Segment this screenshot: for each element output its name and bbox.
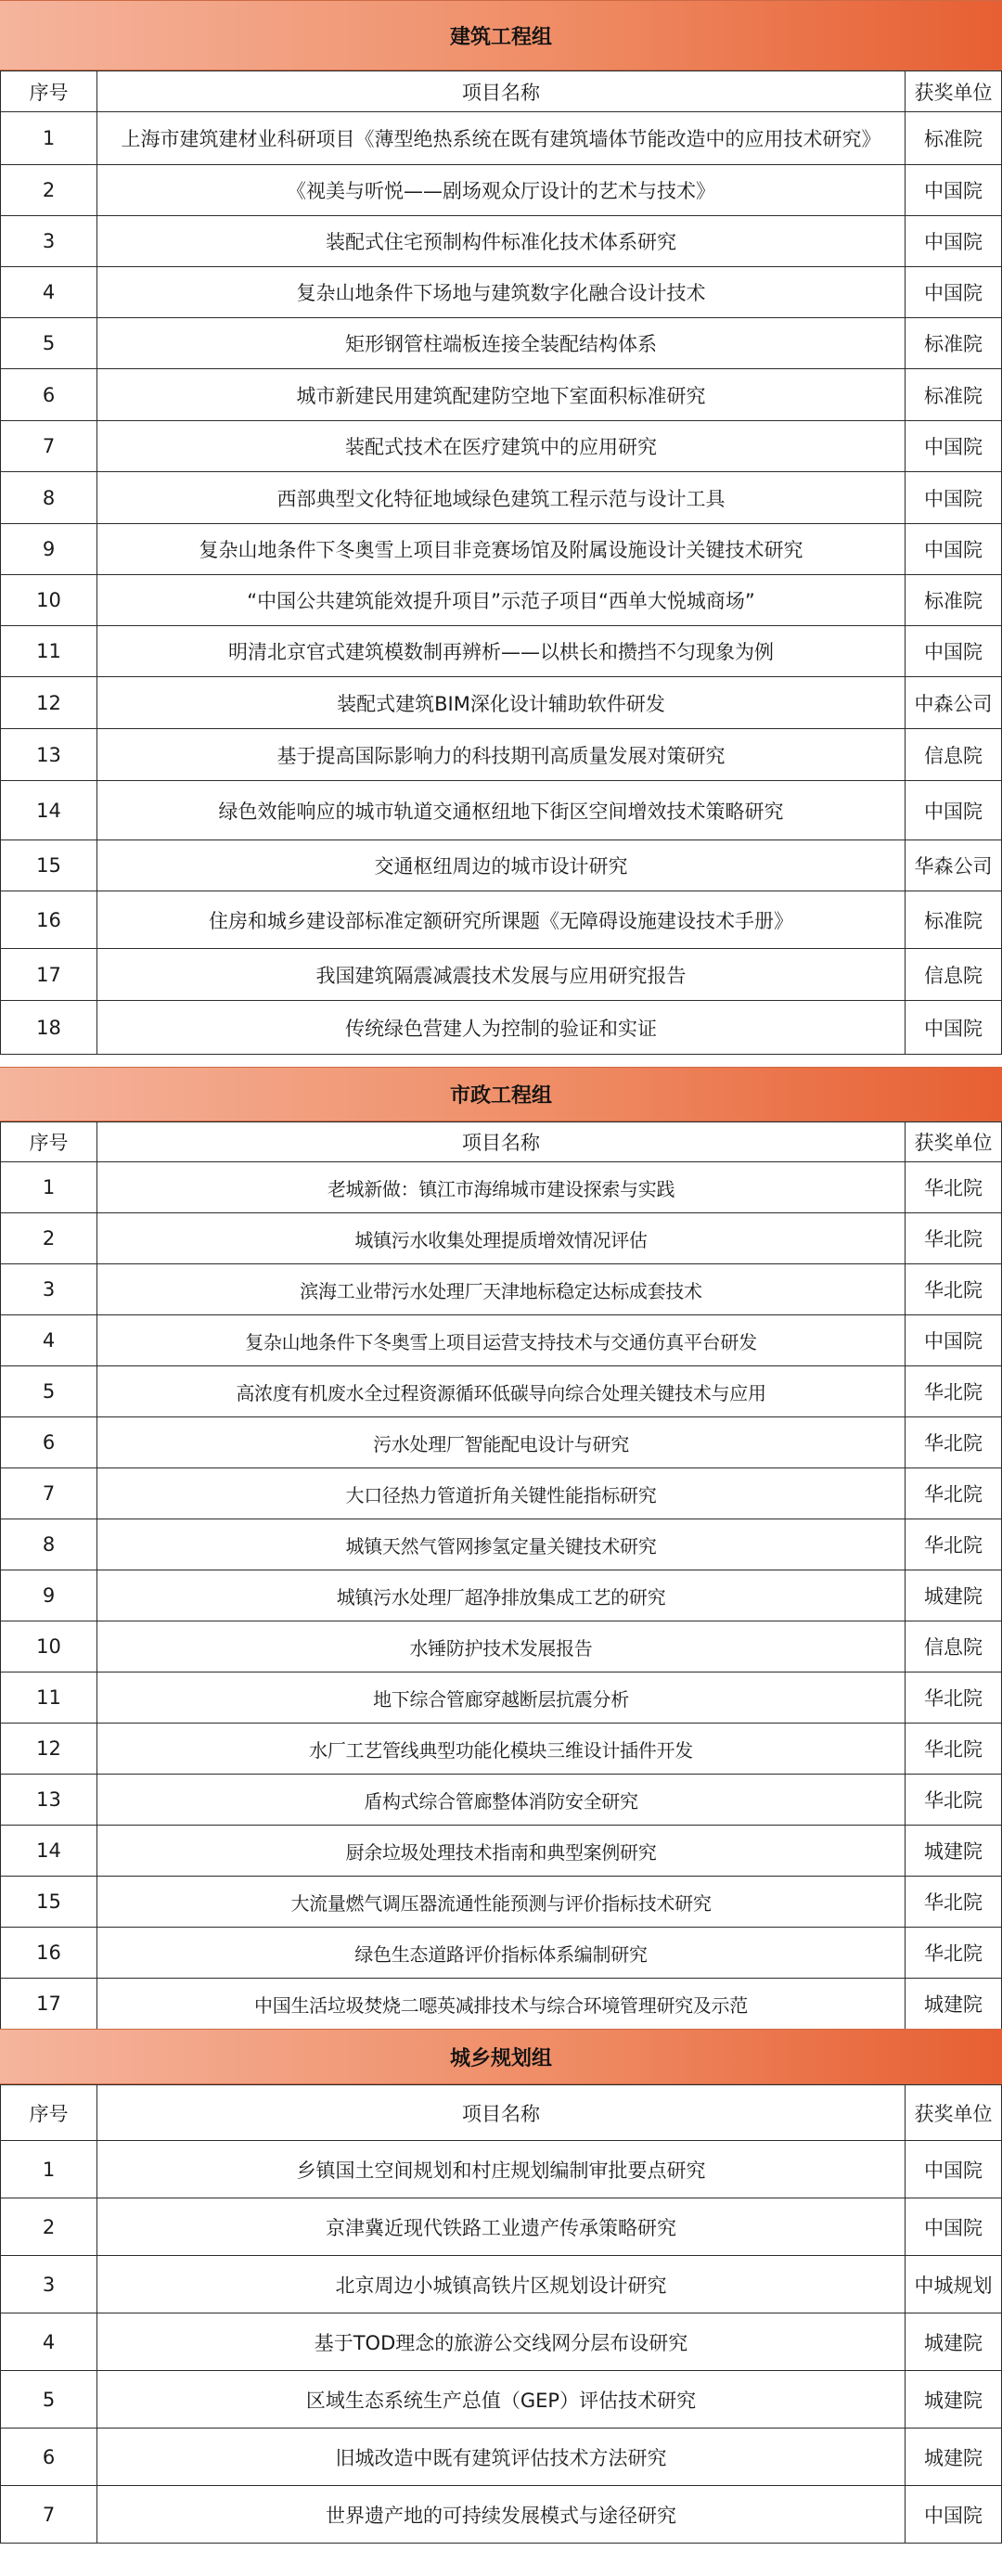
table-row bbox=[1, 1621, 1002, 1672]
index-cell: 4 bbox=[1, 2313, 97, 2371]
project-name-cell: 北京周边小城镇高铁片区规划设计研究 bbox=[97, 2256, 906, 2313]
table-row bbox=[1, 1826, 1002, 1877]
section-title-urban-rural: 城乡规划组 bbox=[0, 2029, 1002, 2084]
project-name-cell: 乡镇国土空间规划和村庄规划编制审批要点研究 bbox=[97, 2141, 906, 2198]
index-cell: 6 bbox=[1, 1417, 97, 1468]
project-name-cell: 滨海工业带污水处理厂天津地标稳定达标成套技术 bbox=[97, 1264, 906, 1315]
table-row bbox=[1, 1366, 1002, 1417]
award-unit-cell: 城建院 bbox=[906, 2371, 1002, 2429]
index-cell: 2 bbox=[1, 1213, 97, 1264]
project-name-cell: 传统绿色营建人为控制的验证和实证 bbox=[97, 1001, 906, 1055]
award-unit-cell: 华北院 bbox=[906, 1519, 1002, 1570]
index-cell: 10 bbox=[1, 1621, 97, 1672]
award-unit-cell: 华北院 bbox=[906, 1775, 1002, 1826]
project-name-cell: 绿色生态道路评价指标体系编制研究 bbox=[97, 1928, 906, 1979]
project-name-cell: 上海市建筑建材业科研项目《薄型绝热系统在既有建筑墙体节能改造中的应用技术研究》 bbox=[97, 112, 906, 165]
table-row bbox=[1, 1928, 1002, 1979]
award-unit-cell: 城建院 bbox=[906, 1979, 1002, 2030]
index-cell: 5 bbox=[1, 1366, 97, 1417]
table-row bbox=[1, 626, 1002, 677]
project-name-cell: 复杂山地条件下冬奥雪上项目非竞赛场馆及附属设施设计关键技术研究 bbox=[97, 524, 906, 575]
index-cell: 17 bbox=[1, 1979, 97, 2030]
award-unit-cell: 城建院 bbox=[906, 1570, 1002, 1621]
table-row bbox=[1, 112, 1002, 165]
project-name-cell: 大口径热力管道折角关键性能指标研究 bbox=[97, 1468, 906, 1519]
project-name-cell: 基于TOD理念的旅游公交线网分层布设研究 bbox=[97, 2313, 906, 2371]
award-unit-cell: 中城规划 bbox=[906, 2256, 1002, 2313]
column-header-index: 序号 bbox=[1, 2085, 97, 2141]
award-unit-cell: 信息院 bbox=[906, 729, 1002, 781]
project-name-cell: 绿色效能响应的城市轨道交通枢纽地下街区空间增效技术策略研究 bbox=[97, 781, 906, 840]
index-cell: 2 bbox=[1, 2198, 97, 2256]
project-name-cell: 盾构式综合管廊整体消防安全研究 bbox=[97, 1775, 906, 1826]
table-header-row bbox=[1, 1122, 1002, 1162]
index-cell: 1 bbox=[1, 2141, 97, 2198]
award-unit-cell: 中国院 bbox=[906, 165, 1002, 216]
award-unit-cell: 中国院 bbox=[906, 267, 1002, 318]
award-unit-cell: 标准院 bbox=[906, 369, 1002, 421]
award-unit-cell: 中国院 bbox=[906, 626, 1002, 677]
table-row bbox=[1, 421, 1002, 472]
index-cell: 6 bbox=[1, 369, 97, 421]
table-row bbox=[1, 524, 1002, 575]
index-cell: 10 bbox=[1, 575, 97, 626]
project-name-cell: 旧城改造中既有建筑评估技术方法研究 bbox=[97, 2429, 906, 2486]
column-header-unit: 获奖单位 bbox=[906, 1122, 1002, 1162]
award-unit-cell: 信息院 bbox=[906, 1621, 1002, 1672]
column-header-name: 项目名称 bbox=[97, 2085, 906, 2141]
award-unit-cell: 华北院 bbox=[906, 1264, 1002, 1315]
project-name-cell: 高浓度有机废水全过程资源循环低碳导向综合处理关键技术与应用 bbox=[97, 1366, 906, 1417]
award-unit-cell: 中国院 bbox=[906, 1315, 1002, 1366]
award-unit-cell: 华森公司 bbox=[906, 840, 1002, 891]
project-name-cell: 复杂山地条件下冬奥雪上项目运营支持技术与交通仿真平台研发 bbox=[97, 1315, 906, 1366]
index-cell: 18 bbox=[1, 1001, 97, 1055]
table-row bbox=[1, 2256, 1002, 2313]
award-unit-cell: 中国院 bbox=[906, 472, 1002, 524]
index-cell: 15 bbox=[1, 1877, 97, 1928]
table-row bbox=[1, 575, 1002, 626]
column-header-index: 序号 bbox=[1, 1122, 97, 1162]
project-name-cell: 地下综合管廊穿越断层抗震分析 bbox=[97, 1672, 906, 1724]
column-header-name: 项目名称 bbox=[97, 1122, 906, 1162]
index-cell: 4 bbox=[1, 1315, 97, 1366]
index-cell: 7 bbox=[1, 2486, 97, 2544]
project-name-cell: 矩形钢管柱端板连接全装配结构体系 bbox=[97, 318, 906, 369]
index-cell: 13 bbox=[1, 1775, 97, 1826]
table-row bbox=[1, 949, 1002, 1001]
table-row bbox=[1, 1162, 1002, 1213]
project-name-cell: 装配式住宅预制构件标准化技术体系研究 bbox=[97, 216, 906, 267]
table-row bbox=[1, 1264, 1002, 1315]
index-cell: 1 bbox=[1, 1162, 97, 1213]
table-row bbox=[1, 2313, 1002, 2371]
column-header-name: 项目名称 bbox=[97, 71, 906, 112]
table-row bbox=[1, 1570, 1002, 1621]
project-name-cell: 装配式技术在医疗建筑中的应用研究 bbox=[97, 421, 906, 472]
award-unit-cell: 中国院 bbox=[906, 1001, 1002, 1055]
award-unit-cell: 中森公司 bbox=[906, 677, 1002, 729]
table-row bbox=[1, 1001, 1002, 1055]
award-unit-cell: 华北院 bbox=[906, 1213, 1002, 1264]
table-row bbox=[1, 729, 1002, 781]
award-unit-cell: 中国院 bbox=[906, 2486, 1002, 2544]
table-row bbox=[1, 677, 1002, 729]
index-cell: 16 bbox=[1, 891, 97, 949]
index-cell: 14 bbox=[1, 1826, 97, 1877]
table-row bbox=[1, 1672, 1002, 1724]
award-unit-cell: 城建院 bbox=[906, 1826, 1002, 1877]
index-cell: 2 bbox=[1, 165, 97, 216]
index-cell: 1 bbox=[1, 112, 97, 165]
table-row bbox=[1, 2429, 1002, 2486]
award-unit-cell: 城建院 bbox=[906, 2429, 1002, 2486]
index-cell: 9 bbox=[1, 1570, 97, 1621]
project-name-cell: 大流量燃气调压器流通性能预测与评价指标技术研究 bbox=[97, 1877, 906, 1928]
project-name-cell: 世界遗产地的可持续发展模式与途径研究 bbox=[97, 2486, 906, 2544]
project-name-cell: 区域生态系统生产总值（GEP）评估技术研究 bbox=[97, 2371, 906, 2429]
project-name-cell: 中国生活垃圾焚烧二噁英减排技术与综合环境管理研究及示范 bbox=[97, 1979, 906, 2030]
index-cell: 3 bbox=[1, 216, 97, 267]
index-cell: 9 bbox=[1, 524, 97, 575]
award-unit-cell: 华北院 bbox=[906, 1366, 1002, 1417]
project-name-cell: 老城新做：镇江市海绵城市建设探索与实践 bbox=[97, 1162, 906, 1213]
index-cell: 8 bbox=[1, 1519, 97, 1570]
index-cell: 11 bbox=[1, 626, 97, 677]
table-architecture bbox=[0, 70, 1002, 1055]
table-header-row bbox=[1, 71, 1002, 112]
column-header-unit: 获奖单位 bbox=[906, 71, 1002, 112]
table-row bbox=[1, 165, 1002, 216]
award-unit-cell: 华北院 bbox=[906, 1468, 1002, 1519]
project-name-cell: 我国建筑隔震减震技术发展与应用研究报告 bbox=[97, 949, 906, 1001]
project-name-cell: 装配式建筑BIM深化设计辅助软件研发 bbox=[97, 677, 906, 729]
project-name-cell: 复杂山地条件下场地与建筑数字化融合设计技术 bbox=[97, 267, 906, 318]
project-name-cell: 住房和城乡建设部标准定额研究所课题《无障碍设施建设技术手册》 bbox=[97, 891, 906, 949]
award-unit-cell: 华北院 bbox=[906, 1724, 1002, 1775]
award-unit-cell: 中国院 bbox=[906, 216, 1002, 267]
table-row bbox=[1, 840, 1002, 891]
index-cell: 7 bbox=[1, 1468, 97, 1519]
award-unit-cell: 城建院 bbox=[906, 2313, 1002, 2371]
award-unit-cell: 标准院 bbox=[906, 318, 1002, 369]
table-header-row bbox=[1, 2085, 1002, 2141]
award-unit-cell: 中国院 bbox=[906, 781, 1002, 840]
project-name-cell: 厨余垃圾处理技术指南和典型案例研究 bbox=[97, 1826, 906, 1877]
award-unit-cell: 信息院 bbox=[906, 949, 1002, 1001]
table-row bbox=[1, 2371, 1002, 2429]
index-cell: 17 bbox=[1, 949, 97, 1001]
table-row bbox=[1, 2486, 1002, 2544]
index-cell: 12 bbox=[1, 1724, 97, 1775]
award-unit-cell: 标准院 bbox=[906, 575, 1002, 626]
index-cell: 14 bbox=[1, 781, 97, 840]
award-unit-cell: 中国院 bbox=[906, 524, 1002, 575]
table-row bbox=[1, 2141, 1002, 2198]
project-name-cell: 城镇污水收集处理提质增效情况评估 bbox=[97, 1213, 906, 1264]
project-name-cell: “中国公共建筑能效提升项目”示范子项目“西单大悦城商场” bbox=[97, 575, 906, 626]
section-title-municipal: 市政工程组 bbox=[0, 1067, 1002, 1121]
award-unit-cell: 标准院 bbox=[906, 112, 1002, 165]
award-unit-cell: 中国院 bbox=[906, 421, 1002, 472]
index-cell: 12 bbox=[1, 677, 97, 729]
table-row bbox=[1, 781, 1002, 840]
column-header-index: 序号 bbox=[1, 71, 97, 112]
award-unit-cell: 标准院 bbox=[906, 891, 1002, 949]
index-cell: 6 bbox=[1, 2429, 97, 2486]
table-row bbox=[1, 267, 1002, 318]
table-urban-rural bbox=[0, 2084, 1002, 2544]
table-row bbox=[1, 1724, 1002, 1775]
table-row bbox=[1, 2198, 1002, 2256]
table-municipal bbox=[0, 1121, 1002, 2030]
project-name-cell: 明清北京官式建筑模数制再辨析——以栱长和攒挡不匀现象为例 bbox=[97, 626, 906, 677]
index-cell: 5 bbox=[1, 318, 97, 369]
award-unit-cell: 中国院 bbox=[906, 2141, 1002, 2198]
project-name-cell: 城市新建民用建筑配建防空地下室面积标准研究 bbox=[97, 369, 906, 421]
index-cell: 8 bbox=[1, 472, 97, 524]
index-cell: 11 bbox=[1, 1672, 97, 1724]
index-cell: 16 bbox=[1, 1928, 97, 1979]
table-row bbox=[1, 1213, 1002, 1264]
index-cell: 13 bbox=[1, 729, 97, 781]
table-row bbox=[1, 1877, 1002, 1928]
project-name-cell: 城镇污水处理厂超净排放集成工艺的研究 bbox=[97, 1570, 906, 1621]
table-row bbox=[1, 318, 1002, 369]
project-name-cell: 水厂工艺管线典型功能化模块三维设计插件开发 bbox=[97, 1724, 906, 1775]
project-name-cell: 京津冀近现代铁路工业遗产传承策略研究 bbox=[97, 2198, 906, 2256]
project-name-cell: 城镇天然气管网掺氢定量关键技术研究 bbox=[97, 1519, 906, 1570]
index-cell: 5 bbox=[1, 2371, 97, 2429]
project-name-cell: 污水处理厂智能配电设计与研究 bbox=[97, 1417, 906, 1468]
table-row bbox=[1, 1315, 1002, 1366]
section-title-architecture: 建筑工程组 bbox=[0, 0, 1002, 70]
table-row bbox=[1, 891, 1002, 949]
table-row bbox=[1, 1468, 1002, 1519]
table-row bbox=[1, 216, 1002, 267]
column-header-unit: 获奖单位 bbox=[906, 2085, 1002, 2141]
award-unit-cell: 中国院 bbox=[906, 2198, 1002, 2256]
table-row bbox=[1, 472, 1002, 524]
project-name-cell: 水锤防护技术发展报告 bbox=[97, 1621, 906, 1672]
award-unit-cell: 华北院 bbox=[906, 1928, 1002, 1979]
index-cell: 4 bbox=[1, 267, 97, 318]
table-row bbox=[1, 1417, 1002, 1468]
project-name-cell: 西部典型文化特征地域绿色建筑工程示范与设计工具 bbox=[97, 472, 906, 524]
table-row bbox=[1, 1979, 1002, 2030]
index-cell: 7 bbox=[1, 421, 97, 472]
table-row bbox=[1, 1775, 1002, 1826]
project-name-cell: 交通枢纽周边的城市设计研究 bbox=[97, 840, 906, 891]
table-row bbox=[1, 1519, 1002, 1570]
award-unit-cell: 华北院 bbox=[906, 1672, 1002, 1724]
project-name-cell: 《视美与听悦——剧场观众厅设计的艺术与技术》 bbox=[97, 165, 906, 216]
index-cell: 3 bbox=[1, 1264, 97, 1315]
award-unit-cell: 华北院 bbox=[906, 1417, 1002, 1468]
table-row bbox=[1, 369, 1002, 421]
index-cell: 3 bbox=[1, 2256, 97, 2313]
award-unit-cell: 华北院 bbox=[906, 1877, 1002, 1928]
project-name-cell: 基于提高国际影响力的科技期刊高质量发展对策研究 bbox=[97, 729, 906, 781]
index-cell: 15 bbox=[1, 840, 97, 891]
award-unit-cell: 华北院 bbox=[906, 1162, 1002, 1213]
